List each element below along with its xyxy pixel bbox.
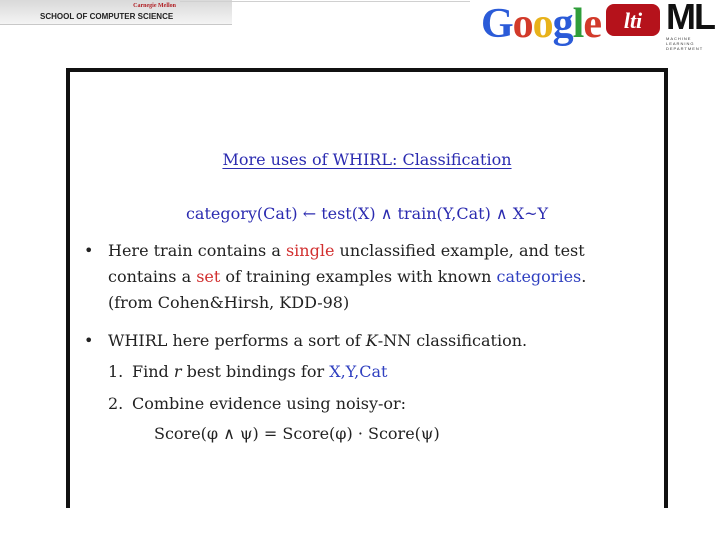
- k-symbol: K: [365, 331, 378, 350]
- google-letter: o: [512, 1, 533, 47]
- citation: (from Cohen&Hirsh, KDD-98): [108, 293, 350, 312]
- r-symbol: r: [173, 362, 182, 381]
- cmu-banner: [0, 0, 232, 25]
- bullet-knn: [84, 328, 528, 354]
- bullet-dot: •: [84, 241, 94, 260]
- bullet-dot: •: [84, 331, 94, 350]
- google-letter: g: [552, 1, 573, 47]
- text-run: -NN classification.: [377, 331, 528, 350]
- slide-content: [66, 68, 668, 508]
- bullet-line: [108, 238, 586, 264]
- ml-department-logo: [666, 0, 716, 51]
- google-letter: o: [532, 1, 553, 47]
- google-letter: e: [583, 1, 601, 47]
- lti-text: lti: [623, 8, 643, 33]
- bullet-train-test: [84, 238, 587, 316]
- header: [0, 0, 720, 56]
- step-2: [108, 394, 406, 413]
- bullet-line: [108, 264, 586, 290]
- school-name: SCHOOL OF COMPUTER SCIENCE: [40, 12, 174, 21]
- bullet-line: [108, 328, 527, 354]
- google-letter: l: [572, 1, 584, 47]
- text-run: Here train contains a: [108, 241, 286, 260]
- score-formula: Score(φ ∧ ψ) = Score(φ) · Score(ψ): [154, 424, 440, 443]
- text-run: Find: [132, 362, 174, 381]
- ml-letters: ML: [666, 0, 714, 37]
- header-divider: [180, 1, 470, 2]
- step-1: [108, 362, 387, 381]
- google-letter: G: [481, 1, 513, 47]
- step-number: 1.: [108, 362, 124, 381]
- google-logo: [481, 0, 601, 48]
- highlight-single: single: [285, 241, 335, 260]
- text-run: contains a: [108, 267, 197, 286]
- cmu-wordmark: Carnegie Mellon: [133, 3, 176, 9]
- binding-variables: X,Y,Cat: [329, 362, 388, 381]
- text-run: Combine evidence using noisy-or:: [132, 394, 407, 413]
- step-number: 2.: [108, 394, 124, 413]
- text-run: WHIRL here performs a sort of: [108, 331, 366, 350]
- text-run: best bindings for: [181, 362, 330, 381]
- slide-title: More uses of WHIRL: Classification: [222, 150, 512, 169]
- lti-logo: [604, 2, 662, 38]
- highlight-set: set: [196, 267, 221, 286]
- text-run: unclassified example, and test: [334, 241, 585, 260]
- text-run: .: [581, 267, 587, 286]
- text-run: of training examples with known: [220, 267, 497, 286]
- classification-rule: category(Cat) ← test(X) ∧ train(Y,Cat) ∧ X~Y: [185, 204, 549, 223]
- ml-department-name: MACHINE LEARNING DEPARTMENT: [666, 36, 704, 51]
- highlight-categories: categories: [496, 267, 582, 286]
